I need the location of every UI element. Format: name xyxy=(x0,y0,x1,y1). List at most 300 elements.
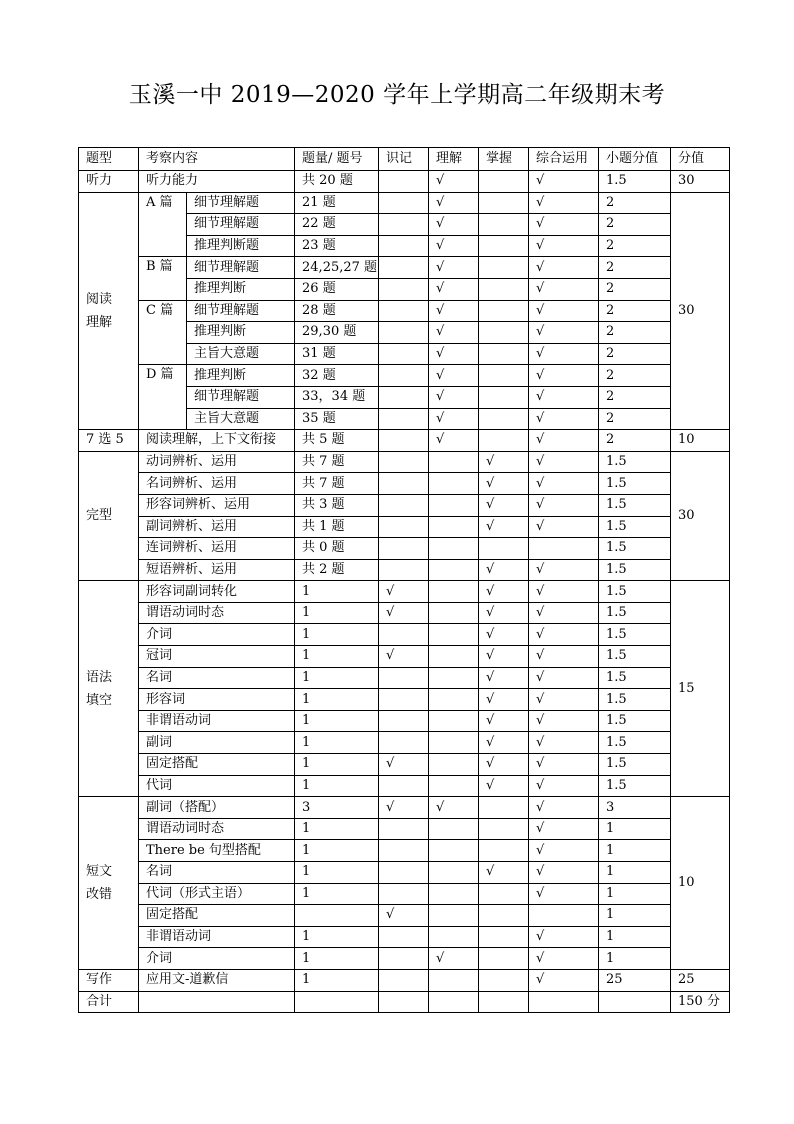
table-row xyxy=(79,926,730,948)
understand-cell: √ xyxy=(429,430,479,452)
apply-cell: √ xyxy=(529,365,599,387)
understand-cell xyxy=(429,969,479,991)
understand-cell xyxy=(429,732,479,754)
total-empty-cell xyxy=(379,991,429,1013)
item-score-cell: 2 xyxy=(599,365,671,387)
understand-cell: √ xyxy=(429,408,479,430)
item-score-cell: 2 xyxy=(599,235,671,257)
content-cell: 形容词 xyxy=(139,689,295,711)
understand-cell: √ xyxy=(429,343,479,365)
section-score-cell: 30 xyxy=(671,171,730,193)
table-row xyxy=(79,494,730,516)
apply-cell: √ xyxy=(529,818,599,840)
recall-cell xyxy=(379,862,429,884)
item-score-cell: 1.5 xyxy=(599,624,671,646)
content-cell: 副词（搭配） xyxy=(139,797,295,819)
apply-cell xyxy=(529,538,599,560)
apply-cell: √ xyxy=(529,754,599,776)
understand-cell xyxy=(429,883,479,905)
understand-cell xyxy=(429,667,479,689)
passage-group-cell: D 篇 xyxy=(139,365,187,430)
master-cell xyxy=(479,300,529,322)
understand-cell xyxy=(429,494,479,516)
question-count-cell: 共 0 题 xyxy=(295,538,379,560)
apply-cell: √ xyxy=(529,624,599,646)
content-cell: 连词辨析、运用 xyxy=(139,538,295,560)
apply-cell: √ xyxy=(529,710,599,732)
question-count-cell: 1 xyxy=(295,926,379,948)
understand-cell xyxy=(429,862,479,884)
passage-group-cell: C 篇 xyxy=(139,300,187,365)
content-cell: 介词 xyxy=(139,624,295,646)
item-score-cell: 2 xyxy=(599,192,671,214)
table-row xyxy=(79,840,730,862)
content-cell: 细节理解题 xyxy=(187,214,295,236)
understand-cell: √ xyxy=(429,214,479,236)
item-score-cell: 1.5 xyxy=(599,602,671,624)
section-score-cell: 10 xyxy=(671,430,730,452)
understand-cell: √ xyxy=(429,171,479,193)
master-cell xyxy=(479,818,529,840)
page-title: 玉溪一中 2019—2020 学年上学期高二年级期末考 xyxy=(128,82,666,108)
question-count-cell: 共 20 题 xyxy=(295,171,379,193)
section-type-cell: 听力 xyxy=(79,171,139,193)
recall-cell xyxy=(379,214,429,236)
total-empty-cell xyxy=(599,991,671,1013)
table-row xyxy=(79,689,730,711)
section-score-cell: 30 xyxy=(671,192,730,430)
content-cell: 冠词 xyxy=(139,646,295,668)
item-score-cell: 1 xyxy=(599,862,671,884)
content-cell: 主旨大意题 xyxy=(187,408,295,430)
apply-cell: √ xyxy=(529,559,599,581)
apply-cell: √ xyxy=(529,732,599,754)
table-row xyxy=(79,365,730,387)
question-count-cell: 共 1 题 xyxy=(295,516,379,538)
master-cell xyxy=(479,257,529,279)
content-cell: 形容词副词转化 xyxy=(139,581,295,603)
question-count-cell: 29,30 题 xyxy=(295,322,379,344)
understand-cell xyxy=(429,775,479,797)
table-row xyxy=(79,430,730,452)
section-type-cell: 完型 xyxy=(79,451,139,581)
apply-cell: √ xyxy=(529,171,599,193)
passage-group-cell: A 篇 xyxy=(139,192,187,257)
question-count-cell: 1 xyxy=(295,754,379,776)
content-cell: 名词 xyxy=(139,862,295,884)
recall-cell: √ xyxy=(379,581,429,603)
understand-cell: √ xyxy=(429,386,479,408)
item-score-cell: 1.5 xyxy=(599,646,671,668)
question-count-cell: 共 7 题 xyxy=(295,451,379,473)
master-cell xyxy=(479,883,529,905)
recall-cell xyxy=(379,667,429,689)
master-cell xyxy=(479,343,529,365)
master-cell xyxy=(479,365,529,387)
content-cell: 推理判断 xyxy=(187,365,295,387)
understand-cell: √ xyxy=(429,192,479,214)
master-cell xyxy=(479,797,529,819)
apply-cell: √ xyxy=(529,343,599,365)
item-score-cell: 25 xyxy=(599,969,671,991)
table-row xyxy=(79,818,730,840)
item-score-cell: 1.5 xyxy=(599,494,671,516)
item-score-cell: 1.5 xyxy=(599,754,671,776)
item-score-cell: 1.5 xyxy=(599,667,671,689)
master-cell: √ xyxy=(479,559,529,581)
understand-cell xyxy=(429,818,479,840)
understand-cell xyxy=(429,754,479,776)
understand-cell xyxy=(429,689,479,711)
recall-cell xyxy=(379,451,429,473)
question-count-cell: 1 xyxy=(295,883,379,905)
section-type-cell: 阅读 理解 xyxy=(79,192,139,430)
table-row xyxy=(79,710,730,732)
table-row xyxy=(79,905,730,927)
master-cell: √ xyxy=(479,473,529,495)
master-cell xyxy=(479,408,529,430)
master-cell xyxy=(479,192,529,214)
content-cell: 推理判断题 xyxy=(187,235,295,257)
master-cell: √ xyxy=(479,775,529,797)
question-count-cell: 1 xyxy=(295,862,379,884)
master-cell: √ xyxy=(479,732,529,754)
item-score-cell: 2 xyxy=(599,408,671,430)
recall-cell xyxy=(379,969,429,991)
recall-cell xyxy=(379,192,429,214)
understand-cell xyxy=(429,559,479,581)
content-cell: 代词 xyxy=(139,775,295,797)
content-cell: 动词辨析、运用 xyxy=(139,451,295,473)
master-cell xyxy=(479,948,529,970)
item-score-cell: 1.5 xyxy=(599,473,671,495)
question-count-cell: 共 3 题 xyxy=(295,494,379,516)
apply-cell: √ xyxy=(529,926,599,948)
master-cell xyxy=(479,235,529,257)
apply-cell: √ xyxy=(529,646,599,668)
item-score-cell: 2 xyxy=(599,257,671,279)
understand-cell xyxy=(429,451,479,473)
master-cell: √ xyxy=(479,581,529,603)
question-count-cell: 1 xyxy=(295,818,379,840)
table-row xyxy=(79,862,730,884)
question-count-cell: 28 题 xyxy=(295,300,379,322)
table-row xyxy=(79,948,730,970)
content-cell: 推理判断 xyxy=(187,322,295,344)
item-score-cell: 2 xyxy=(599,300,671,322)
apply-cell: √ xyxy=(529,797,599,819)
content-cell: 谓语动词时态 xyxy=(139,602,295,624)
question-count-cell: 1 xyxy=(295,602,379,624)
master-cell: √ xyxy=(479,494,529,516)
recall-cell xyxy=(379,322,429,344)
understand-cell xyxy=(429,581,479,603)
section-type-cell: 写作 xyxy=(79,969,139,991)
table-row xyxy=(79,732,730,754)
question-count-cell: 1 xyxy=(295,948,379,970)
total-empty-cell xyxy=(429,991,479,1013)
understand-cell xyxy=(429,516,479,538)
master-cell xyxy=(479,926,529,948)
item-score-cell: 1.5 xyxy=(599,710,671,732)
master-cell xyxy=(479,430,529,452)
content-cell: 推理判断 xyxy=(187,278,295,300)
header-col-2: 题量/ 题号 xyxy=(295,148,379,171)
question-count-cell: 1 xyxy=(295,581,379,603)
recall-cell xyxy=(379,494,429,516)
understand-cell: √ xyxy=(429,322,479,344)
item-score-cell: 1.5 xyxy=(599,559,671,581)
item-score-cell: 2 xyxy=(599,386,671,408)
content-cell: 副词 xyxy=(139,732,295,754)
question-count-cell: 1 xyxy=(295,689,379,711)
item-score-cell: 1 xyxy=(599,948,671,970)
master-cell xyxy=(479,278,529,300)
apply-cell: √ xyxy=(529,581,599,603)
item-score-cell: 2 xyxy=(599,322,671,344)
content-cell: 非谓语动词 xyxy=(139,710,295,732)
question-count-cell: 24,25,27 题 xyxy=(295,257,379,279)
apply-cell: √ xyxy=(529,602,599,624)
recall-cell xyxy=(379,559,429,581)
item-score-cell: 1 xyxy=(599,926,671,948)
master-cell: √ xyxy=(479,710,529,732)
table-row xyxy=(79,171,730,193)
section-type-cell: 7 选 5 xyxy=(79,430,139,452)
apply-cell: √ xyxy=(529,775,599,797)
understand-cell: √ xyxy=(429,278,479,300)
item-score-cell: 1.5 xyxy=(599,516,671,538)
table-row xyxy=(79,624,730,646)
question-count-cell: 1 xyxy=(295,969,379,991)
apply-cell: √ xyxy=(529,408,599,430)
question-count-cell: 1 xyxy=(295,624,379,646)
content-cell: 主旨大意题 xyxy=(187,343,295,365)
content-cell: 听力能力 xyxy=(139,171,295,193)
question-count-cell: 1 xyxy=(295,646,379,668)
understand-cell: √ xyxy=(429,948,479,970)
header-row xyxy=(79,148,730,171)
question-count-cell: 32 题 xyxy=(295,365,379,387)
item-score-cell: 1.5 xyxy=(599,581,671,603)
recall-cell xyxy=(379,343,429,365)
table-row xyxy=(79,754,730,776)
master-cell: √ xyxy=(479,754,529,776)
apply-cell: √ xyxy=(529,322,599,344)
item-score-cell: 2 xyxy=(599,214,671,236)
table-row xyxy=(79,797,730,819)
exam-spec-table xyxy=(78,147,730,1013)
question-count-cell xyxy=(295,905,379,927)
section-type-cell: 语法 填空 xyxy=(79,581,139,797)
apply-cell: √ xyxy=(529,840,599,862)
recall-cell xyxy=(379,883,429,905)
recall-cell xyxy=(379,278,429,300)
content-cell: 形容词辨析、运用 xyxy=(139,494,295,516)
total-label-cell: 合计 xyxy=(79,991,139,1013)
section-score-cell: 15 xyxy=(671,581,730,797)
section-score-cell: 25 xyxy=(671,969,730,991)
passage-group-cell: B 篇 xyxy=(139,257,187,300)
understand-cell: √ xyxy=(429,235,479,257)
question-count-cell: 1 xyxy=(295,775,379,797)
item-score-cell: 1.5 xyxy=(599,775,671,797)
master-cell: √ xyxy=(479,667,529,689)
understand-cell: √ xyxy=(429,797,479,819)
item-score-cell: 2 xyxy=(599,343,671,365)
table-row xyxy=(79,775,730,797)
apply-cell: √ xyxy=(529,192,599,214)
question-count-cell: 3 xyxy=(295,797,379,819)
master-cell: √ xyxy=(479,624,529,646)
content-cell: 名词辨析、运用 xyxy=(139,473,295,495)
master-cell: √ xyxy=(479,862,529,884)
recall-cell xyxy=(379,710,429,732)
item-score-cell: 1.5 xyxy=(599,451,671,473)
apply-cell: √ xyxy=(529,278,599,300)
content-cell: 应用文-道歉信 xyxy=(139,969,295,991)
master-cell xyxy=(479,171,529,193)
understand-cell xyxy=(429,926,479,948)
question-count-cell: 共 5 题 xyxy=(295,430,379,452)
content-cell: 细节理解题 xyxy=(187,192,295,214)
question-count-cell: 22 题 xyxy=(295,214,379,236)
recall-cell: √ xyxy=(379,754,429,776)
header-type: 题型 xyxy=(79,148,139,171)
item-score-cell: 1 xyxy=(599,905,671,927)
content-cell: 介词 xyxy=(139,948,295,970)
recall-cell xyxy=(379,300,429,322)
content-cell: 固定搭配 xyxy=(139,905,295,927)
header-col-8: 分值 xyxy=(671,148,730,171)
table-row xyxy=(79,192,730,214)
understand-cell: √ xyxy=(429,257,479,279)
apply-cell: √ xyxy=(529,969,599,991)
content-cell: 名词 xyxy=(139,667,295,689)
total-row xyxy=(79,991,730,1013)
recall-cell xyxy=(379,775,429,797)
question-count-cell: 1 xyxy=(295,710,379,732)
recall-cell xyxy=(379,689,429,711)
apply-cell: √ xyxy=(529,257,599,279)
master-cell: √ xyxy=(479,646,529,668)
recall-cell: √ xyxy=(379,797,429,819)
recall-cell xyxy=(379,235,429,257)
total-empty-cell xyxy=(479,991,529,1013)
content-cell: There be 句型搭配 xyxy=(139,840,295,862)
recall-cell xyxy=(379,171,429,193)
understand-cell xyxy=(429,905,479,927)
apply-cell: √ xyxy=(529,862,599,884)
recall-cell xyxy=(379,257,429,279)
recall-cell xyxy=(379,473,429,495)
question-count-cell: 共 2 题 xyxy=(295,559,379,581)
understand-cell xyxy=(429,473,479,495)
item-score-cell: 1.5 xyxy=(599,732,671,754)
question-count-cell: 1 xyxy=(295,840,379,862)
item-score-cell: 2 xyxy=(599,278,671,300)
item-score-cell: 3 xyxy=(599,797,671,819)
master-cell: √ xyxy=(479,516,529,538)
recall-cell xyxy=(379,408,429,430)
table-row xyxy=(79,559,730,581)
table-row xyxy=(79,257,730,279)
recall-cell: √ xyxy=(379,905,429,927)
table-row xyxy=(79,451,730,473)
table-row xyxy=(79,538,730,560)
apply-cell: √ xyxy=(529,516,599,538)
master-cell: √ xyxy=(479,451,529,473)
question-count-cell: 26 题 xyxy=(295,278,379,300)
recall-cell xyxy=(379,818,429,840)
question-count-cell: 1 xyxy=(295,732,379,754)
apply-cell: √ xyxy=(529,473,599,495)
content-cell: 谓语动词时态 xyxy=(139,818,295,840)
master-cell xyxy=(479,905,529,927)
apply-cell: √ xyxy=(529,948,599,970)
understand-cell xyxy=(429,840,479,862)
content-cell: 细节理解题 xyxy=(187,257,295,279)
table-row xyxy=(79,516,730,538)
content-cell: 代词（形式主语） xyxy=(139,883,295,905)
content-cell: 阅读理解，上下文衔接 xyxy=(139,430,295,452)
apply-cell: √ xyxy=(529,494,599,516)
question-count-cell: 35 题 xyxy=(295,408,379,430)
content-cell: 细节理解题 xyxy=(187,386,295,408)
total-empty-cell xyxy=(529,991,599,1013)
question-count-cell: 1 xyxy=(295,667,379,689)
apply-cell xyxy=(529,905,599,927)
recall-cell xyxy=(379,516,429,538)
understand-cell xyxy=(429,624,479,646)
section-type-cell: 短文 改错 xyxy=(79,797,139,970)
total-empty-cell xyxy=(139,991,295,1013)
apply-cell: √ xyxy=(529,300,599,322)
apply-cell: √ xyxy=(529,667,599,689)
apply-cell: √ xyxy=(529,214,599,236)
table-row xyxy=(79,473,730,495)
header-col-4: 理解 xyxy=(429,148,479,171)
table-row xyxy=(79,667,730,689)
master-cell xyxy=(479,840,529,862)
table-row xyxy=(79,883,730,905)
recall-cell xyxy=(379,732,429,754)
question-count-cell: 21 题 xyxy=(295,192,379,214)
total-empty-cell xyxy=(295,991,379,1013)
item-score-cell: 1.5 xyxy=(599,689,671,711)
recall-cell xyxy=(379,430,429,452)
recall-cell: √ xyxy=(379,646,429,668)
apply-cell: √ xyxy=(529,689,599,711)
question-count-cell: 23 题 xyxy=(295,235,379,257)
item-score-cell: 1.5 xyxy=(599,538,671,560)
content-cell: 细节理解题 xyxy=(187,300,295,322)
recall-cell xyxy=(379,365,429,387)
content-cell: 副词辨析、运用 xyxy=(139,516,295,538)
apply-cell: √ xyxy=(529,386,599,408)
apply-cell: √ xyxy=(529,451,599,473)
section-score-cell: 30 xyxy=(671,451,730,581)
total-score-cell: 150 分 xyxy=(671,991,730,1013)
question-count-cell: 31 题 xyxy=(295,343,379,365)
table-row xyxy=(79,646,730,668)
understand-cell xyxy=(429,646,479,668)
master-cell: √ xyxy=(479,689,529,711)
item-score-cell: 1 xyxy=(599,883,671,905)
master-cell: √ xyxy=(479,602,529,624)
understand-cell xyxy=(429,710,479,732)
section-score-cell: 10 xyxy=(671,797,730,970)
